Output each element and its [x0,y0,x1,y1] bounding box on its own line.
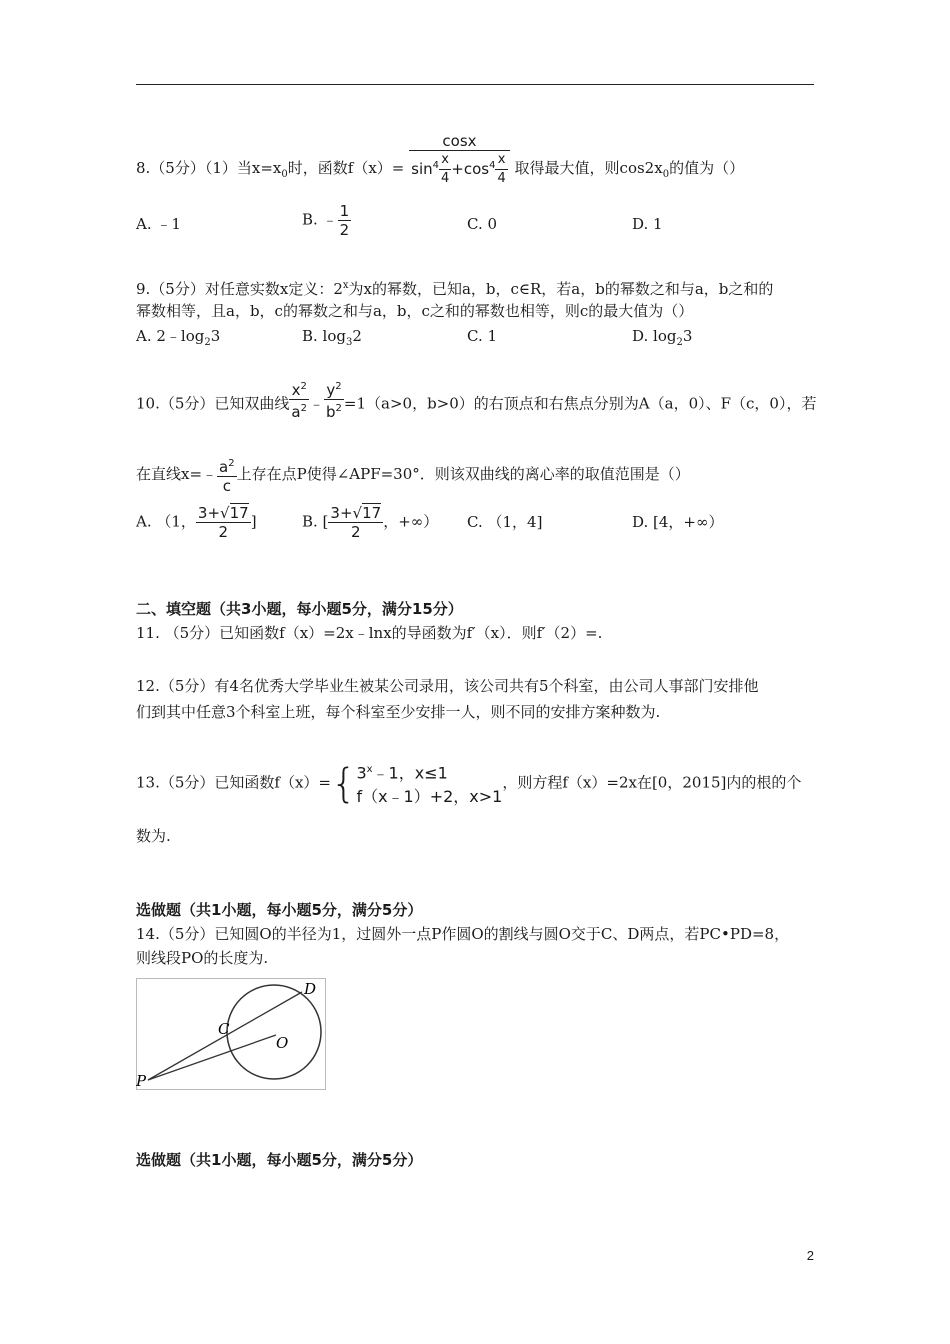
q10-directrix-fraction: $\frac{a^2}{c}$ [217,455,237,495]
q9-stem-line2: 幂数相等，且a，b，c的幂数之和与a，b，c之和的幂数也相等，则c的最大值为（） [136,302,694,320]
q13-piecewise: 3$^x$﹣1，x≤1 f（x﹣1）+2，x>1 [356,763,503,807]
q9-option-a: A. $2﹣\log_23$ [136,327,221,348]
q10-x-fraction: $\frac{x^2}{a^2}$ [289,378,309,421]
q10-option-a: A. （1， $\frac{3+√17}{2}$ ] [136,504,257,541]
label-o: O [276,1034,289,1052]
q14-stem-line1: 14.（5分）已知圆O的半径为1，过圆外一点P作圆O的割线与圆O交于C、D两点，若PC•PD=8， [136,925,790,943]
page-number: 2 [806,1248,814,1263]
q14-stem-line2: 则线段PO的长度为. [136,949,269,967]
header-rule [136,84,814,85]
q9-stem-line1: 9.（5分）对任意实数x定义：2$^x$为x的幂数，已知a，b，c∈R，若a，b的幂数之和与a，b之和的 [136,280,774,298]
q10-option-c: C. （1，4] [467,513,543,531]
q13-stem: 13.（5分）已知函数f（x）={ 3$^x$﹣1，x≤1 f（x﹣1）+2，x>1 ，则方程f（x）=2x在[0，2015]内的根的个 [136,758,801,809]
q8-option-c: C. 0 [467,215,498,233]
q10-stem-line2: 在直线x=﹣ $\frac{a^2}{c}$ 上存在点P使得∠APF=30°．则该双曲线的离心率的取值范围是（） [136,455,690,495]
q9-option-d: D. $\log_23$ [632,327,693,348]
q10-option-b: B. [ $\frac{3+√17}{2}$ ，+∞） [302,504,439,541]
circle-o [227,985,321,1079]
q9-option-b: B. $\log_32$ [302,327,362,348]
q12-stem-line2: 们到其中任意3个科室上班，每个科室至少安排一人，则不同的安排方案种数为. [136,703,661,721]
q10-y-fraction: $\frac{y^2}{b^2}$ [324,378,344,421]
q13-stem-line2: 数为. [136,827,171,845]
q11-stem: 11. （5分）已知函数f（x）=2x﹣lnx的导函数为f′（x）．则f′（2）=. [136,624,603,642]
q14-circle-figure [136,978,326,1090]
q12-stem-line1: 12.（5分）有4名优秀大学毕业生被某公司录用，该公司共有5个科室，由公司人事部门安排他 [136,677,759,695]
q8-option-a: A. ﹣1 [136,215,181,233]
label-c: C [218,1020,230,1038]
section-optional-heading-2: 选做题（共1小题，每小题5分，满分5分） [136,1151,423,1169]
q8-option-b: B. ﹣ $\frac{1}{2}$ [302,202,350,239]
section-optional-heading: 选做题（共1小题，每小题5分，满分5分） [136,901,423,919]
segment-po [148,1035,276,1080]
label-p: P [136,1072,147,1090]
q8-fraction: cosx $\sin^4$ $\frac{x}{4}$ $+\cos^4$ $\frac{x}{4}$ [409,132,510,188]
section-fill-in-heading: 二、填空题（共3小题，每小题5分，满分15分） [136,600,463,618]
q9-option-c: C. 1 [467,327,498,345]
q10-stem-line1: 10.（5分）已知双曲线 $\frac{x^2}{a^2}$ ﹣ $\frac{y^2}{b^2}$ =1（a>0，b>0）的右顶点和右焦点分别为A（a，0）、F（c，0），若 [136,388,816,421]
q8-option-d: D. 1 [632,215,663,233]
q8-stem: 8.（5分）（1）当$x=x_0$时，函数f（x）= cosx $\sin^4$ $\frac{x}{4}$ $+\cos^4$ $\frac{x}{4}$ 取得最大值，则$\cos 2x_0$的值为（） [136,132,745,186]
label-d: D [304,980,317,998]
q10-option-d: D. [4，+∞） [632,513,724,531]
